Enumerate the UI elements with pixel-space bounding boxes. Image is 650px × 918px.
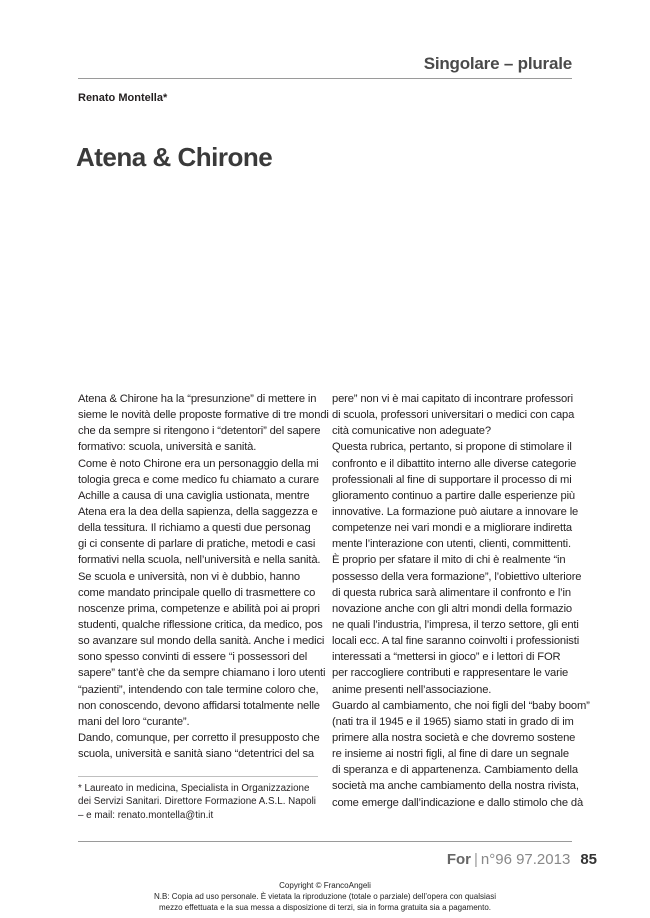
- text-line: re insieme ai nostri figli, al fine di dare un segnale: [332, 748, 569, 761]
- text-line: confronto e il dibattito interno alle diverse categorie: [332, 457, 577, 470]
- text-line: professionali al fine di supportare il processo di mi: [332, 473, 572, 486]
- footnote-line: – e mail: renato.montella@tin.it: [78, 809, 214, 821]
- text-line: mente l’interazione con utenti, clienti, committenti.: [332, 538, 571, 551]
- text-line: locali ecc. A tal fine saranno coinvolti i professionisti: [332, 635, 580, 648]
- text-line: ne quali l’industria, l’impresa, il terzo settore, gli enti: [332, 618, 579, 631]
- journal-name: For: [446, 851, 471, 868]
- text-line: Atena & Chirone ha la “presunzione” di mettere in: [78, 393, 317, 405]
- text-line: scuola, università e sanità siano “detentrici del sa: [78, 748, 314, 761]
- text-line: Guardo al cambiamento, che noi figli del “baby boom”: [332, 699, 590, 712]
- text-line: Atena era la dea della sapienza, della saggezza e: [78, 505, 318, 518]
- copyright-line: N.B: Copia ad uso personale. È vietata la riproduzione (totale o parziale) dell’opera con qualsiasi: [154, 892, 496, 901]
- text-line: so avanzare sul mondo della sanità. Anche i medici: [78, 635, 325, 648]
- text-line: pere” non vi è mai capitato di incontrare professori: [332, 393, 573, 405]
- copyright-line: mezzo effettuata e la sua messa a disposizione di terzi, sia in forma gratuita sia a pagamento.: [158, 903, 492, 912]
- text-line: che da sempre si ritengono i “detentori” del sapere: [78, 425, 321, 438]
- footnote-line: dei Servizi Sanitari. Direttore Formazione A.S.L. Napoli: [78, 796, 316, 808]
- text-line: innovative. La formazione può aiutare a innovare le: [332, 505, 579, 518]
- header-rule: [78, 78, 572, 79]
- text-line: cità comunicative non adeguate?: [332, 425, 491, 438]
- text-line: come mandato principale quello di trasmettere co: [78, 586, 316, 599]
- text-line: Dando, comunque, per corretto il presupposto che: [78, 731, 320, 744]
- text-line: novazione anche con gli altri mondi della formazio: [332, 602, 573, 615]
- text-line: anime presenti nell’associazione.: [332, 683, 492, 696]
- text-line: interessati a “mettersi in gioco” e i lettori di FOR: [332, 651, 561, 664]
- text-line: “pazienti”, intendendo con tale termine coloro che,: [78, 683, 319, 696]
- text-line: glioramento continuo a partire dalle esperienze più: [332, 489, 575, 502]
- page-number: 85: [580, 851, 597, 868]
- author-name: Renato Montella*: [78, 92, 168, 104]
- text-line: come emerge dall’indicazione e dallo stimolo che dà: [332, 796, 584, 809]
- text-line: Se scuola e università, non vi è dubbio, hanno: [78, 570, 300, 583]
- text-line: (nati tra il 1945 e il 1965) siamo stati in grado di im: [332, 715, 574, 728]
- text-line: possesso della vera formazione”, l’obiettivo ulteriore: [332, 570, 582, 583]
- folio-separator: |: [473, 851, 478, 868]
- text-line: per raccogliere contributi e rappresentare le varie: [332, 667, 569, 680]
- article-title: Atena & Chirone: [76, 142, 273, 172]
- text-line: formativi nella scuola, nell’università e nella sanità.: [78, 554, 321, 567]
- text-line: Questa rubrica, pertanto, si propone di stimolare il: [332, 441, 572, 454]
- text-line: competenze nei vari mondi e a migliorare indiretta: [332, 522, 572, 535]
- text-line: non conoscendo, devono affidarsi totalmente nelle: [78, 699, 320, 712]
- text-line: tologia greca e come medico fu chiamato a curare: [78, 473, 319, 486]
- text-line: Come è noto Chirone era un personaggio della mi: [78, 457, 319, 470]
- text-line: formativo: scuola, università e sanità.: [78, 441, 257, 454]
- text-column-right: [332, 391, 590, 811]
- footer-rule: [78, 841, 572, 842]
- text-line: sieme le novità delle proposte formative di tre mondi: [78, 409, 329, 422]
- text-line: Achille a causa di una caviglia ustionata, mentre: [78, 489, 310, 502]
- issue-number: n°96 97.2013: [480, 851, 571, 868]
- folio: [447, 851, 597, 868]
- text-line: studenti, qualche riflessione critica, da medico, pos: [78, 618, 323, 631]
- text-line: gi ci consente di parlare di pratiche, metodi e casi: [78, 538, 316, 551]
- copyright-line: Copyright © FrancoAngeli: [279, 881, 371, 890]
- text-column-left: [78, 391, 329, 762]
- text-line: noscenze prima, competenze e abilità poi ai propri: [78, 602, 320, 615]
- text-line: società ma anche cambiamento della nostra rivista,: [332, 780, 579, 793]
- text-line: sono spesso convinti di essere “i possessori del: [78, 651, 308, 664]
- text-line: di speranza e di appartenenza. Cambiamento della: [332, 764, 578, 777]
- footnote: [78, 782, 323, 822]
- text-line: della tessitura. Il richiamo a questi due personag: [78, 522, 311, 535]
- footnote-rule: [78, 776, 318, 777]
- text-line: di questa rubrica sarà alimentare il confronto e l’in: [332, 586, 571, 599]
- text-line: sapere” tant’è che da sempre chiamano i loro utenti: [78, 667, 326, 680]
- running-title: Singolare – plurale: [423, 54, 572, 73]
- footnote-line: * Laureato in medicina, Specialista in Organizzazione: [78, 783, 310, 794]
- text-line: È proprio per sfatare il mito di chi è realmente “in: [332, 554, 566, 567]
- text-line: mani del loro “curante”.: [78, 715, 190, 728]
- copyright-notice: [0, 880, 650, 913]
- text-line: di scuola, professori universitari o medici con capa: [332, 409, 575, 422]
- text-line: primere alla nostra società e che dovremo sostene: [332, 731, 576, 744]
